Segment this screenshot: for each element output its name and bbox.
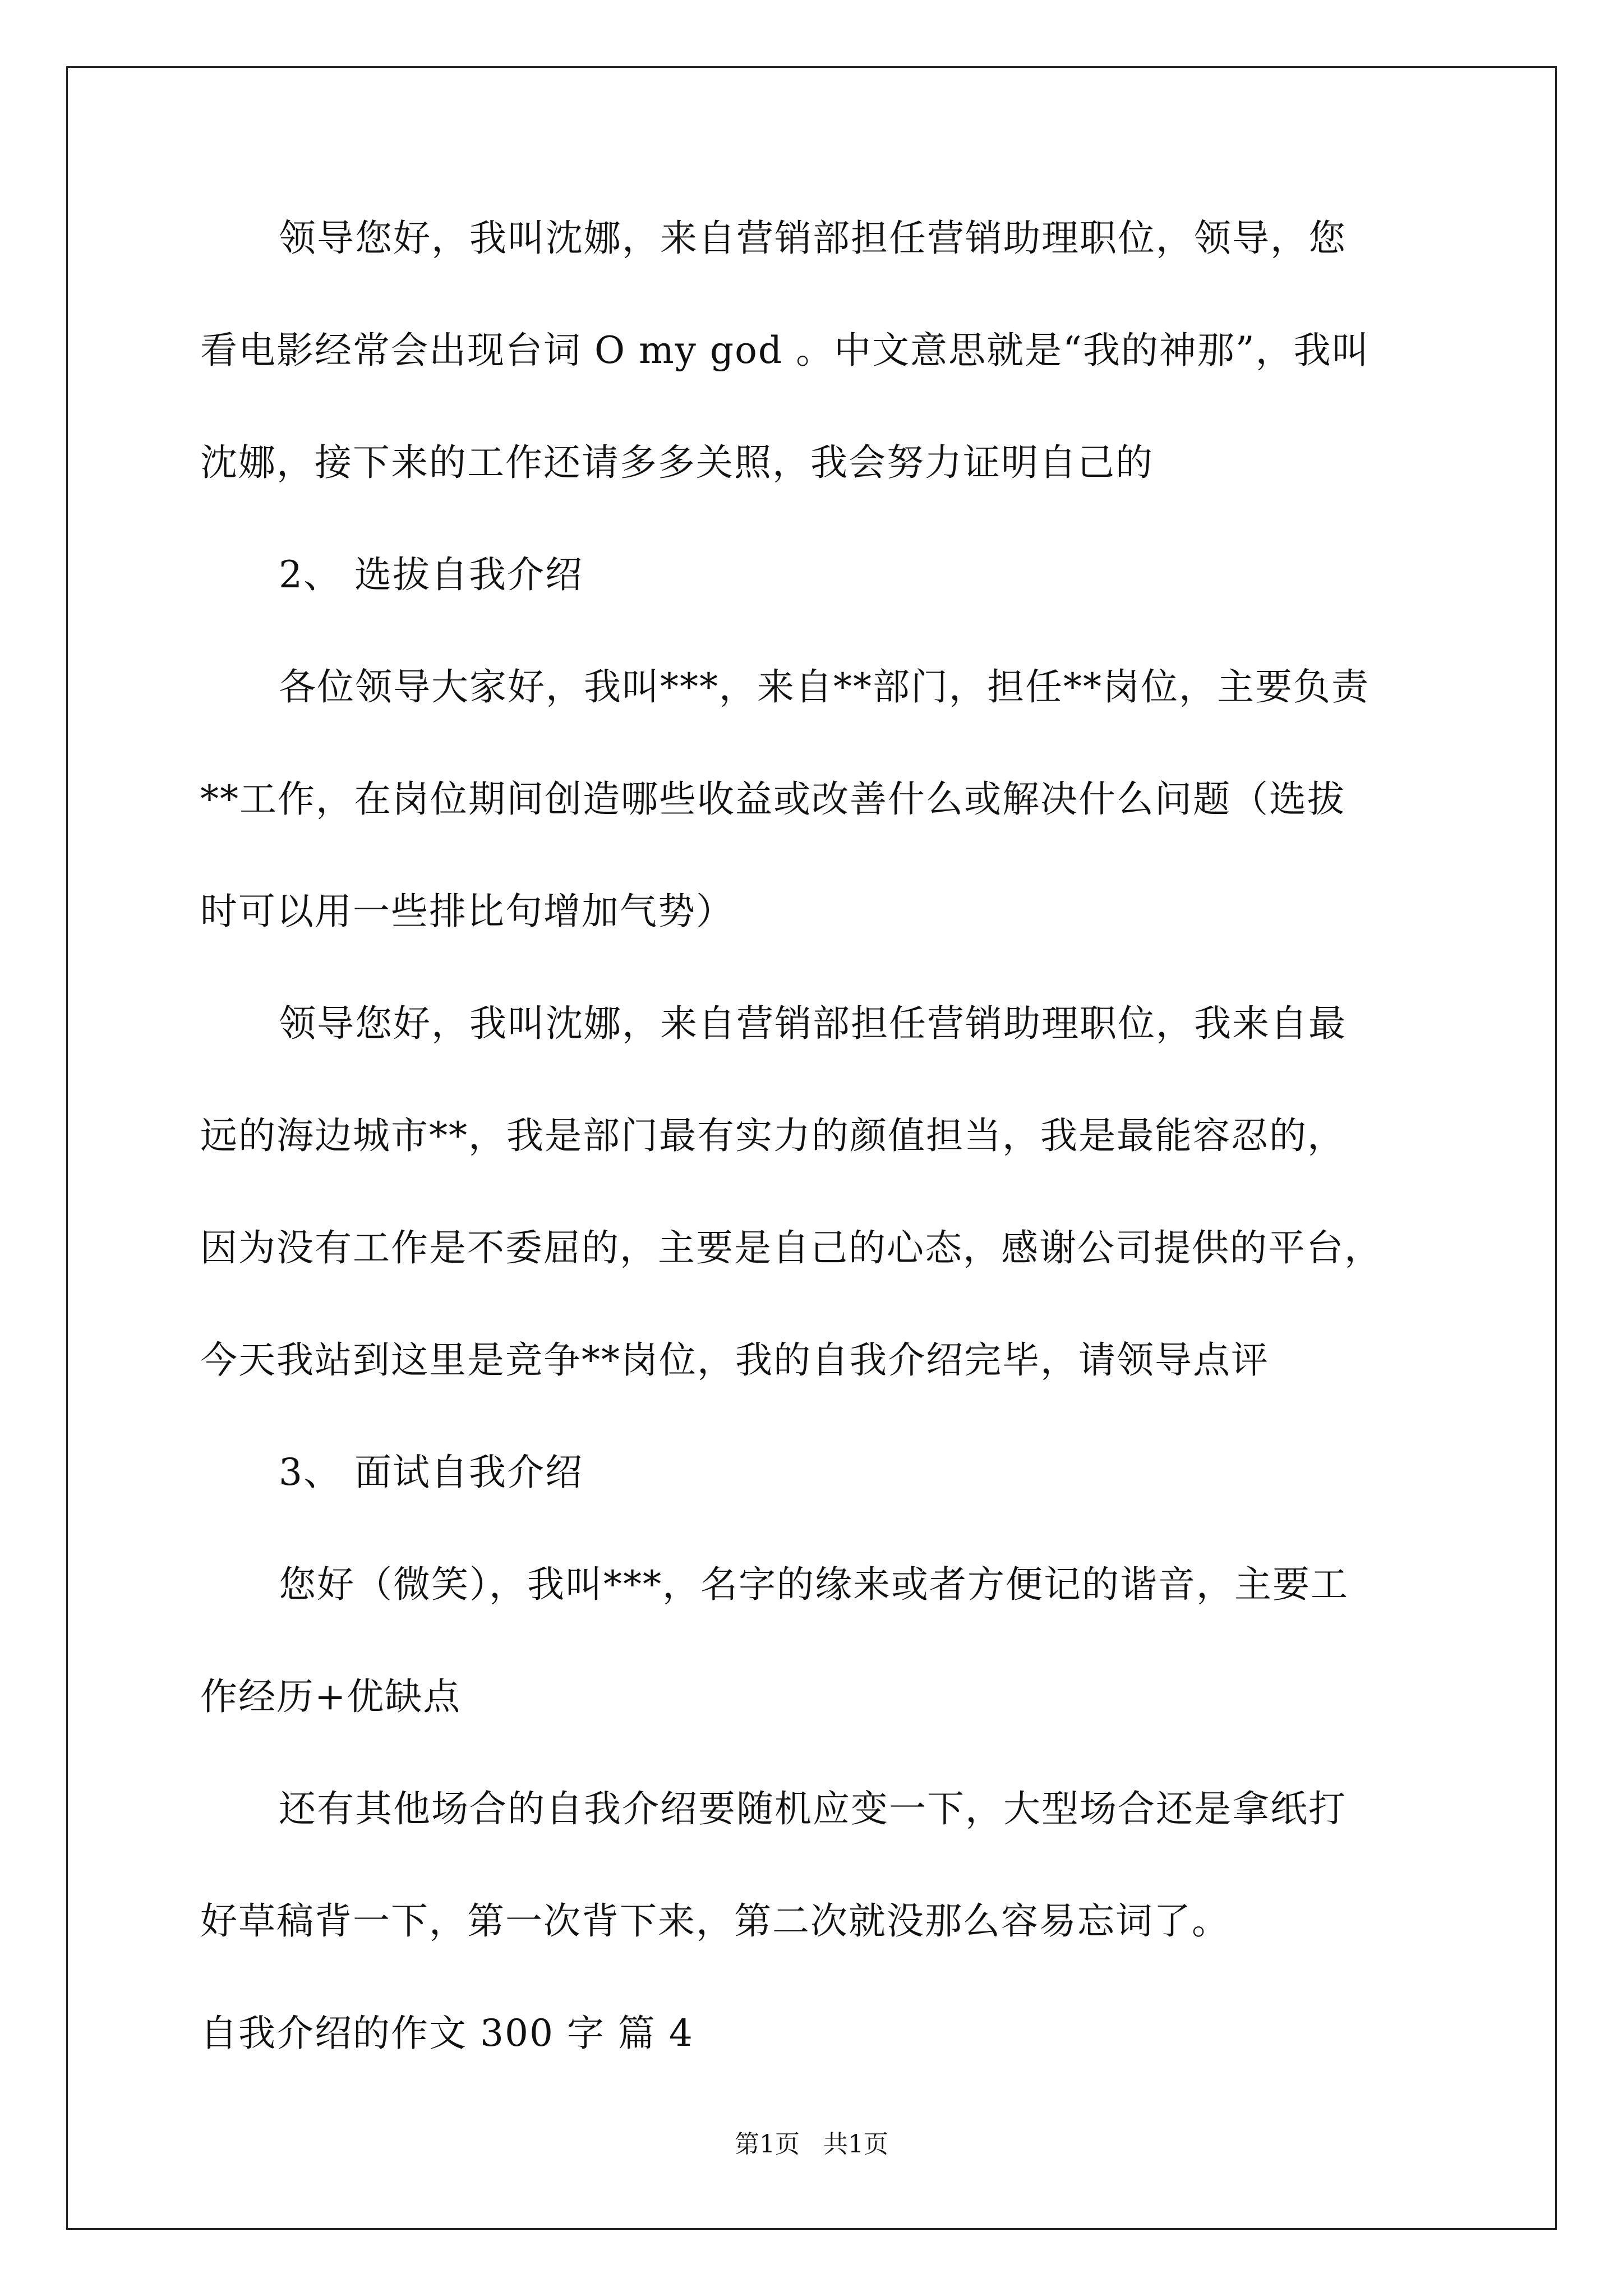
paragraph-line: 作经历+优缺点 — [200, 1675, 462, 1718]
paragraph-line: 好草稿背一下，第一次背下来，第二次就没那么容易忘词了。 — [200, 1899, 1230, 1943]
section-heading: 3、 面试自我介绍 — [279, 1451, 583, 1494]
paragraph-line: 各位领导大家好，我叫***，来自**部门，担任**岗位，主要负责 — [279, 665, 1370, 708]
paragraph-line: 今天我站到这里是竞争**岗位，我的自我介绍完毕，请领导点评 — [200, 1338, 1269, 1382]
paragraph-line: 远的海边城市**，我是部门最有实力的颜值担当，我是最能容忍的， — [200, 1114, 1345, 1157]
article-title: 自我介绍的作文 300 字 篇 4 — [200, 2012, 694, 2055]
paragraph-line: 因为没有工作是不委屈的，主要是自己的心态，感谢公司提供的平台， — [200, 1226, 1382, 1269]
paragraph-line: 领导您好，我叫沈娜，来自营销部担任营销助理职位，领导，您 — [279, 217, 1347, 260]
paragraph-line: 您好（微笑），我叫***，名字的缘来或者方便记的谐音，主要工 — [279, 1563, 1349, 1606]
paragraph-line: 沈娜，接下来的工作还请多多关照，我会努力证明自己的 — [200, 441, 1154, 484]
section-heading: 2、 选拔自我介绍 — [279, 553, 583, 596]
page-number-footer: 第1页 共1页 — [735, 2130, 888, 2159]
paragraph-line: 时可以用一些排比句增加气势） — [200, 890, 734, 933]
paragraph-line: **工作，在岗位期间创造哪些收益或改善什么或解决什么问题（选拔 — [200, 777, 1345, 821]
paragraph-line: 还有其他场合的自我介绍要随机应变一下，大型场合还是拿纸打 — [279, 1787, 1347, 1830]
paragraph-line: 领导您好，我叫沈娜，来自营销部担任营销助理职位，我来自最 — [279, 1002, 1347, 1045]
paragraph-line: 看电影经常会出现台词 O my god 。中文意思就是“我的神那”，我叫 — [200, 329, 1370, 372]
